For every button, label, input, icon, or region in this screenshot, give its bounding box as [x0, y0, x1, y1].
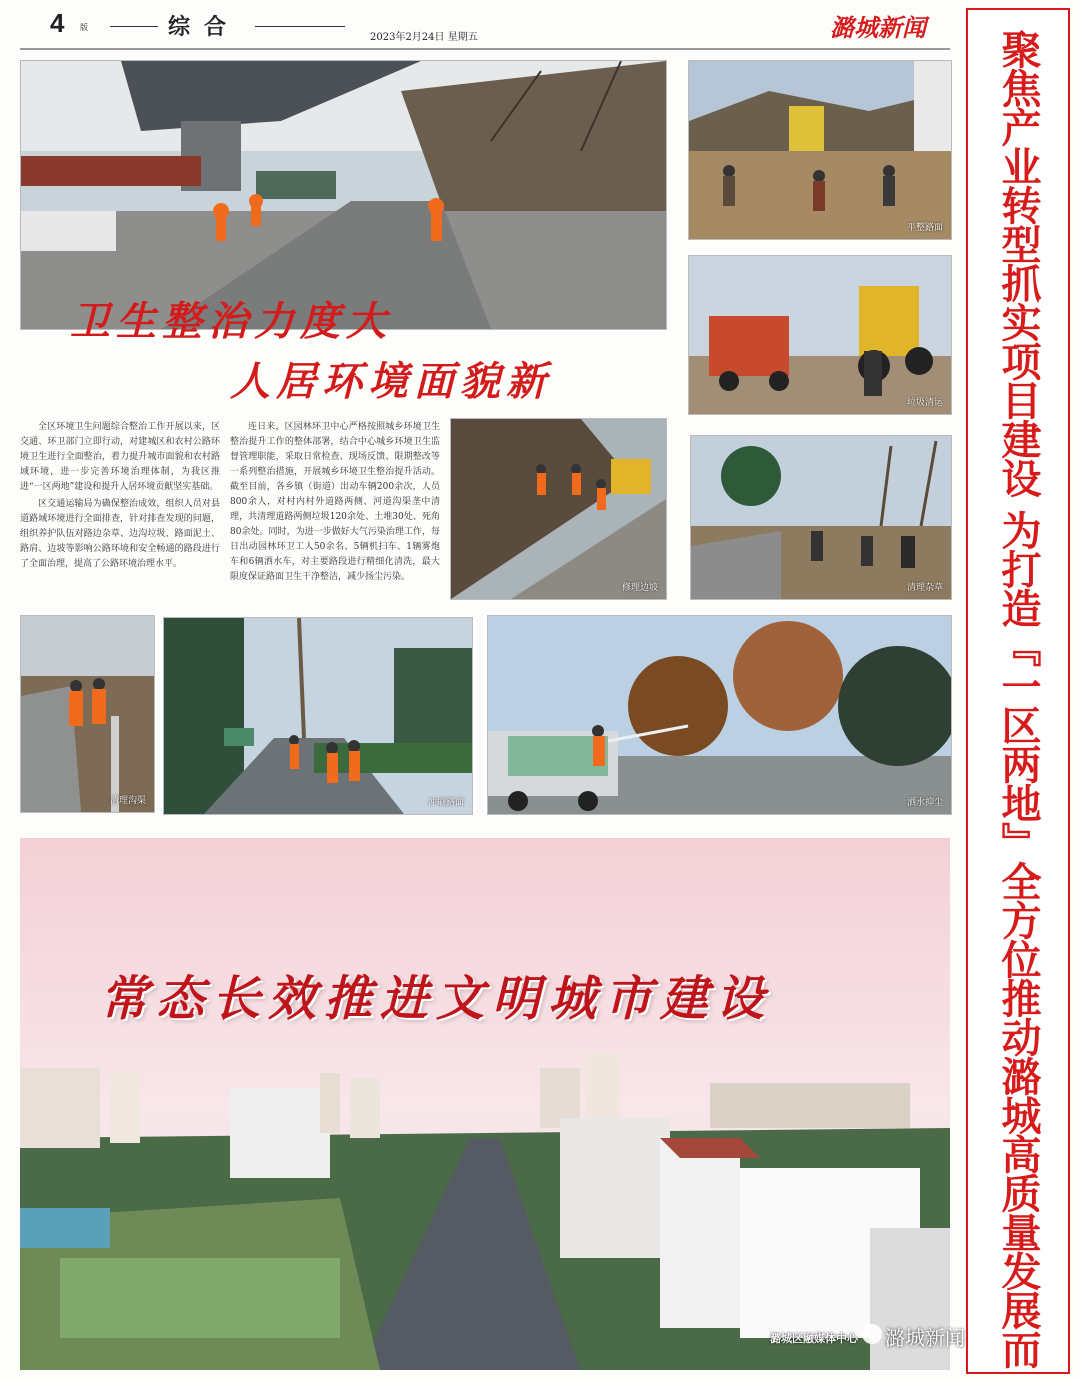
paragraph: 全区环境卫生问题综合整治工作开展以来，区交通、环卫部门立即行动，对建城区和农村公路环境卫生进行全面整治，着力提升城市面貌和农村路域环境，进一步完善环境治理体制，为我区推进“一区两地”建设和提升人居环境贡献坚实基础。 — [20, 422, 220, 492]
section-title: 综合 — [168, 14, 241, 40]
page-number: 4 — [50, 8, 65, 38]
header-divider — [255, 26, 345, 27]
photo-road-washing — [163, 617, 473, 815]
city-illustration — [20, 838, 950, 1370]
photo-garbage-transport — [688, 255, 952, 415]
article-title-line2: 人居环境面貌新 — [230, 358, 552, 405]
photo-slope-repair — [450, 418, 667, 600]
photo-credit: 潞城区融媒体中心 — [770, 1332, 858, 1345]
wechat-icon — [862, 1324, 882, 1344]
caption: 修理边坡 — [621, 583, 658, 593]
caption: 冲刷路面 — [427, 798, 464, 808]
header-divider — [110, 26, 158, 27]
caption: 洒水抑尘 — [906, 798, 943, 808]
article-title-line1: 卫生整治力度大 — [70, 298, 392, 345]
photo-city-panorama — [20, 838, 950, 1370]
paragraph: 连日来，区园林环卫中心严格按照城乡环境卫生整治提升工作的整体部署，结合中心城乡环境卫生监督管理职能，采取日常检查、现场反馈、限期整改等一系列整治措施，开展城乡环境卫生整治提升活动。截至目前，各乡镇（街道）出动车辆200余次，人员800余人，对村内村外道路两侧、河道沟渠垄中清理，共清理道路两侧垃圾120余处、土堆30处、死角80余处。同时，为进一步做好大气污染治理工作，每日出动园林环卫工人50余名、5辆机扫车、1辆雾炮车和6辆洒水车，对主要路段进行精细化清洗，最大限度保证路面卫生干净整洁，减少扬尘污染。 — [230, 422, 440, 582]
article-column-2 — [230, 420, 440, 587]
caption: 平整路面 — [906, 223, 943, 233]
ditch-illustration — [21, 616, 154, 812]
watermark: 潞城新闻 — [885, 1326, 965, 1350]
issue-date: 2023年2月24日 星期五 — [370, 32, 478, 43]
photo-sprinkler-truck — [487, 615, 952, 815]
paragraph: 区交通运输局为确保整治成效，组织人员对县道路域环境进行全面排查，针对排查发现的问题，组织养护队伍对路边杂草、边沟垃圾、路面泥土、路肩、边坡等影响公路环境和安全畅通的路段进行了全面治理，提高了公路环境治理水平。 — [20, 499, 220, 569]
vertical-headline: 聚焦产业转型抓实项目建设 为打造『一区两地』全方位推动潞城高质量发展而 — [995, 28, 1041, 1368]
road-cleaning-illustration — [21, 61, 666, 329]
paper-logo: 潞城新闻 — [830, 13, 926, 42]
weed-illustration — [691, 436, 951, 599]
article-column-1 — [20, 420, 220, 574]
page-unit: 版 — [80, 23, 88, 32]
washing-illustration — [164, 618, 472, 814]
photo-leveling-road — [688, 60, 952, 240]
caption: 垃圾清运 — [906, 398, 943, 408]
vertical-headline-box — [966, 8, 1070, 1374]
caption: 清理沟渠 — [109, 796, 146, 806]
slope-illustration — [451, 419, 666, 599]
sprinkler-illustration — [488, 616, 951, 814]
bottom-title: 常态长效推进文明城市建设 — [100, 971, 773, 1027]
photo-weed-cleaning — [690, 435, 952, 600]
header-rule — [20, 48, 950, 50]
garbage-illustration — [689, 256, 951, 414]
caption: 清理杂草 — [906, 583, 943, 593]
leveling-illustration — [689, 61, 951, 239]
photo-ditch-cleaning — [20, 615, 155, 813]
